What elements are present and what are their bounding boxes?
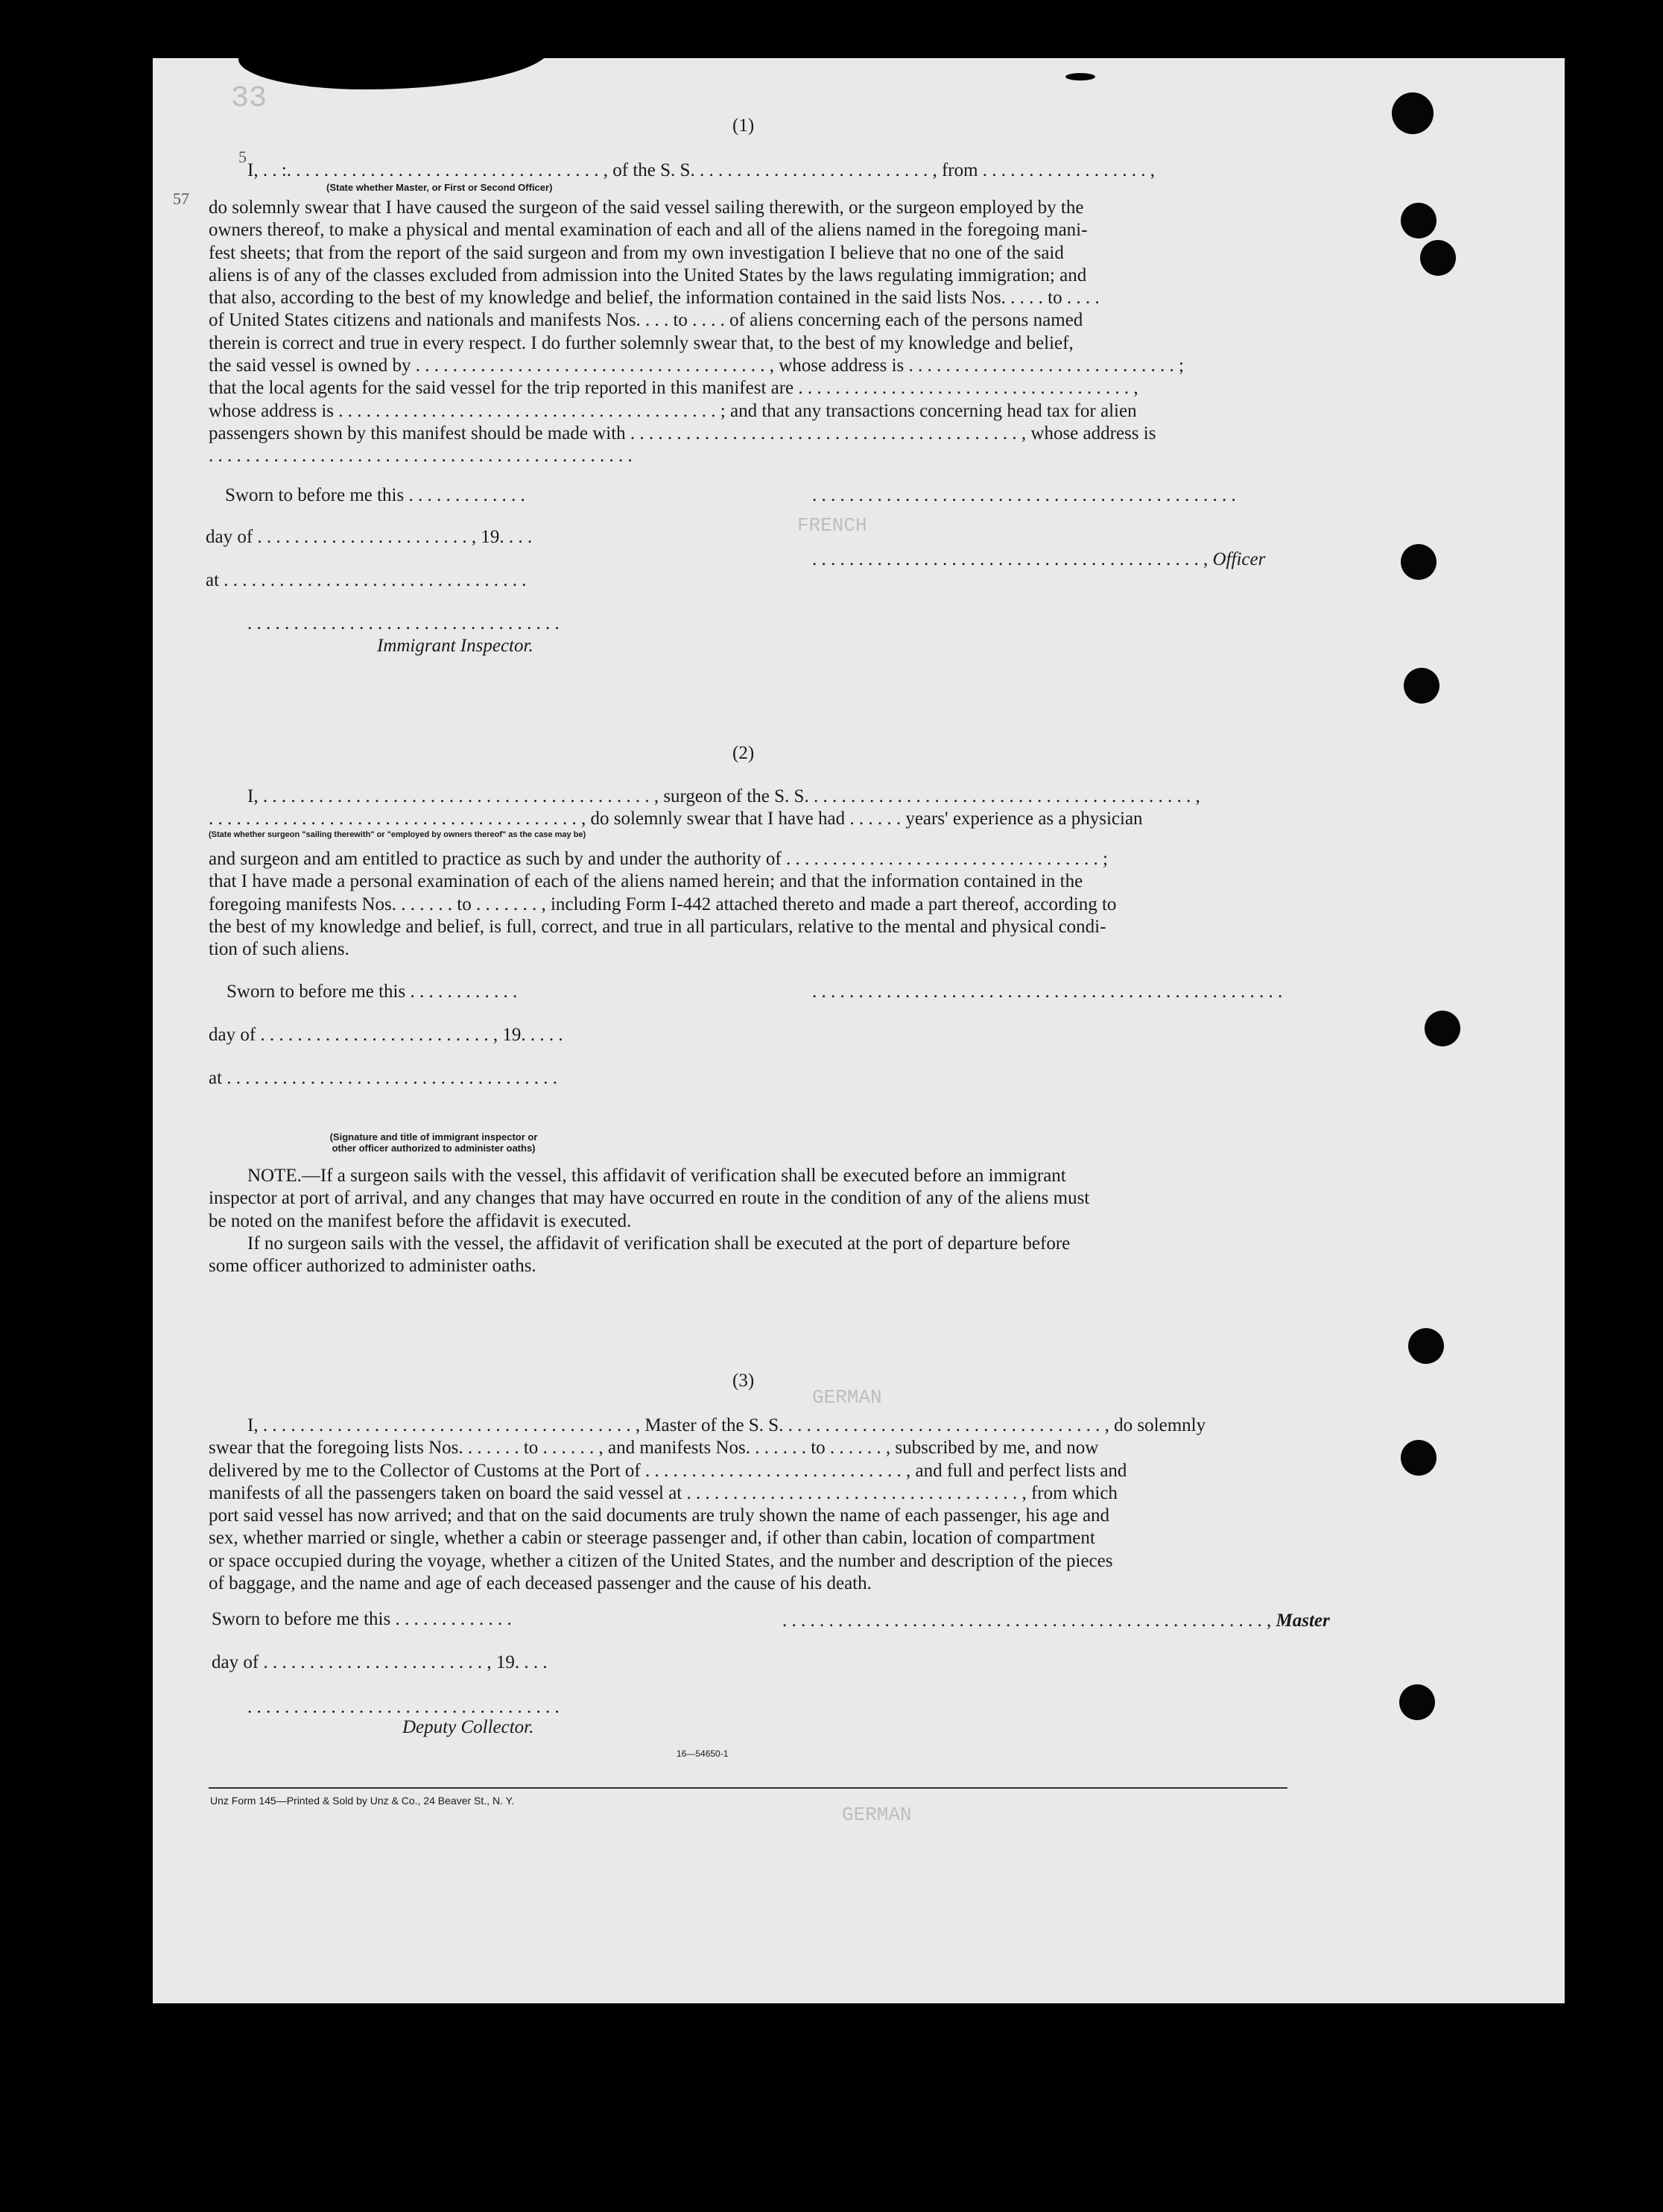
at-line: at . . . . . . . . . . . . . . . . . . . . . . . . . . . . . . . . . <box>206 570 527 590</box>
officer-oath-body: do solemnly swear that I have caused the surgeon of the said vessel sailing therewith, or the surgeon employed by the owners thereof, to make a physical and mental examination of each and all of the aliens named in the foregoing mani- fest sheets; that from the report of the said surgeon and from my own investigation I believe that no one of the said aliens is of any of the classes excluded from admission into the United States by the laws regulating immigration; and that also, according to the best of my knowledge and belief, the information contained in the said lists Nos. . . . . to . . . . of United States citizens and nationals and manifests Nos. . . . to . . . . of aliens concerning each of the persons named therein is correct and true in every respect. I do further solemnly swear that, to the best of my knowledge and belief, the said vessel is owned by . . . . . . . . . . . . . . . . . . . . . . . . . . . . . . . . . . . . . . , whose address is . . . . . . . . . . . . . . . . . . . . . . . . . . . . . ; that the local agents for the said vessel for the trip reported in this manifest are . . . . . . . . . . . . . . . . . . . . . . . . . . . . . . . . . . . . , whose address is . . . . . . . . . . . . . . . . . . . . . . . . . . . . . . . . . . . . . . . . . ; and that any transactions concerning head tax for alien passengers shown by this manifest should be made with . . . . . . . . . . . . . . . . . . . . . . . . . . . . . . . . . . . . . . . . . . , whose address is . . . . . . . . . . . . . . . . . . . . . . . . . . . . . . . . . . . . . . . . . . . . . . <box>209 197 1184 467</box>
signature-dots: . . . . . . . . . . . . . . . . . . . . . . . . . . . . . . . . . . . . . . . . . . . . . . . . . . . <box>812 982 1283 1002</box>
inspector-label: Immigrant Inspector. <box>377 636 533 656</box>
sworn-line: Sworn to before me this . . . . . . . . . . . . <box>227 982 518 1002</box>
corner-number: 33 <box>231 82 267 116</box>
punch-hole <box>1404 668 1439 704</box>
sworn-line: Sworn to before me this . . . . . . . . . . . . . <box>212 1609 512 1629</box>
surgeon-oath-line-2: . . . . . . . . . . . . . . . . . . . . . . . . . . . . . . . . . . . . . . . . , do solemnly swear that I have had . . . . . . years' experience as a physician <box>209 809 1143 829</box>
master-signature-line: . . . . . . . . . . . . . . . . . . . . . . . . . . . . . . . . . . . . . . . . . . . . . . . . . . . . , Master <box>782 1611 1330 1631</box>
ghost-text: FRENCH <box>797 514 867 537</box>
signature-dots: . . . . . . . . . . . . . . . . . . . . . . . . . . . . . . . . . . <box>247 1697 560 1717</box>
sworn-line: Sworn to before me this . . . . . . . . . . . . . <box>225 485 525 505</box>
master-oath-body: I, . . . . . . . . . . . . . . . . . . . . . . . . . . . . . . . . . . . . . . . . , Master of the S. S. . . . . . . . . . . . . . . . . . . . . . . . . . . . . . . . . . . , do solemnly swear that the foregoing lists Nos. . . . . . . to . . . . . . , and manifests Nos. . . . . . . to . . . . . . , subscribed by me, and now delivered by me to the Collector of Customs at the Port of . . . . . . . . . . . . . . . . . . . . . . . . . . . . , and full and perfect lists and manifests of all the passengers taken on board the said vessel at . . . . . . . . . . . . . . . . . . . . . . . . . . . . . . . . . . . . , from which port said vessel has now arrived; and that on the said documents are truly shown the name of each passenger, his age and sex, whether married or single, whether a cabin or steerage passenger and, if other than cabin, location of compartment or space occupied during the voyage, whether a citizen of the United States, and the number and description of the pieces of baggage, and the name and age of each deceased passenger and the cause of his death. <box>209 1415 1206 1594</box>
surgeon-oath-body: and surgeon and am entitled to practice as such by and under the authority of . . . . . . . . . . . . . . . . . . . . . . . . . . . . . . . . . . ; that I have made a personal examination of each of the aliens named herein; and that the information contained in the foregoing manifests Nos. . . . . . . to . . . . . . . , including Form I-442 attached thereto and made a part thereof, according to the best of my knowledge and belief, is full, correct, and true in all particulars, relative to the mental and physical condi- tion of such aliens. <box>209 849 1117 960</box>
punch-hole <box>1408 1328 1444 1364</box>
punch-hole <box>1399 1684 1435 1720</box>
margin-mark: 5 <box>238 148 247 166</box>
signature-dots: . . . . . . . . . . . . . . . . . . . . . . . . . . . . . . . . . . <box>247 613 560 633</box>
ink-blot <box>1065 73 1095 80</box>
punch-hole <box>1420 240 1456 276</box>
punch-hole <box>1392 92 1434 134</box>
footer-rule <box>209 1787 1287 1789</box>
surgeon-note: NOTE.—If a surgeon sails with the vessel, this affidavit of verification shall be executed before an immigrant inspector at port of arrival, and any changes that may have occurred en route in the condition of any of the aliens must be noted on the manifest before the affidavit is executed. If no surgeon sails with the vessel, the affidavit of verification shall be executed at the port of departure before some officer authorized to administer oaths. <box>209 1166 1090 1277</box>
punch-hole <box>1425 1011 1460 1046</box>
ghost-text: GERMAN <box>842 1804 912 1826</box>
day-line: day of . . . . . . . . . . . . . . . . . . . . . . . , 19. . . . <box>206 527 533 547</box>
punch-hole <box>1401 1440 1436 1476</box>
section-number: (2) <box>732 743 755 763</box>
officer-oath-line: I, . . :. . . . . . . . . . . . . . . . . . . . . . . . . . . . . . . . . . , of the S. S. . . . . . . . . . . . . . . . . . . . . . . . . . , from . . . . . . . . . . . . . . . . . . , <box>247 160 1156 180</box>
surgeon-type-note: (State whether surgeon "sailing therewith" or "employed by owners thereof" as the case may be) <box>209 830 586 839</box>
day-line: day of . . . . . . . . . . . . . . . . . . . . . . . . . , 19. . . . . <box>209 1025 563 1045</box>
ghost-text: GERMAN <box>812 1386 882 1409</box>
form-code: 16—54650-1 <box>677 1748 729 1759</box>
officer-rank-note: (State whether Master, or First or Second Officer) <box>326 182 553 193</box>
signature-note: (Signature and title of immigrant inspector or other officer authorized to administer oaths) <box>329 1131 538 1154</box>
punch-hole <box>1401 544 1436 580</box>
collector-label: Deputy Collector. <box>402 1717 534 1737</box>
signature-dots: . . . . . . . . . . . . . . . . . . . . . . . . . . . . . . . . . . . . . . . . . . . . . . <box>812 485 1236 505</box>
margin-mark: 57 <box>173 189 189 208</box>
at-line: at . . . . . . . . . . . . . . . . . . . . . . . . . . . . . . . . . . . . <box>209 1068 558 1088</box>
footer-imprint: Unz Form 145—Printed & Sold by Unz & Co., 24 Beaver St., N. Y. <box>210 1795 515 1807</box>
day-line: day of . . . . . . . . . . . . . . . . . . . . . . . . , 19. . . . <box>212 1652 548 1672</box>
surgeon-oath-line: I, . . . . . . . . . . . . . . . . . . . . . . . . . . . . . . . . . . . . . . . . . . , surgeon of the S. S. . . . . . . . . . . . . . . . . . . . . . . . . . . . . . . . . . . . . . . . . . , <box>247 786 1200 806</box>
section-number: (3) <box>732 1371 755 1391</box>
officer-signature-line: . . . . . . . . . . . . . . . . . . . . . . . . . . . . . . . . . . . . . . . . . . , Officer <box>812 549 1266 569</box>
punch-hole <box>1401 203 1436 238</box>
section-number: (1) <box>732 116 755 136</box>
